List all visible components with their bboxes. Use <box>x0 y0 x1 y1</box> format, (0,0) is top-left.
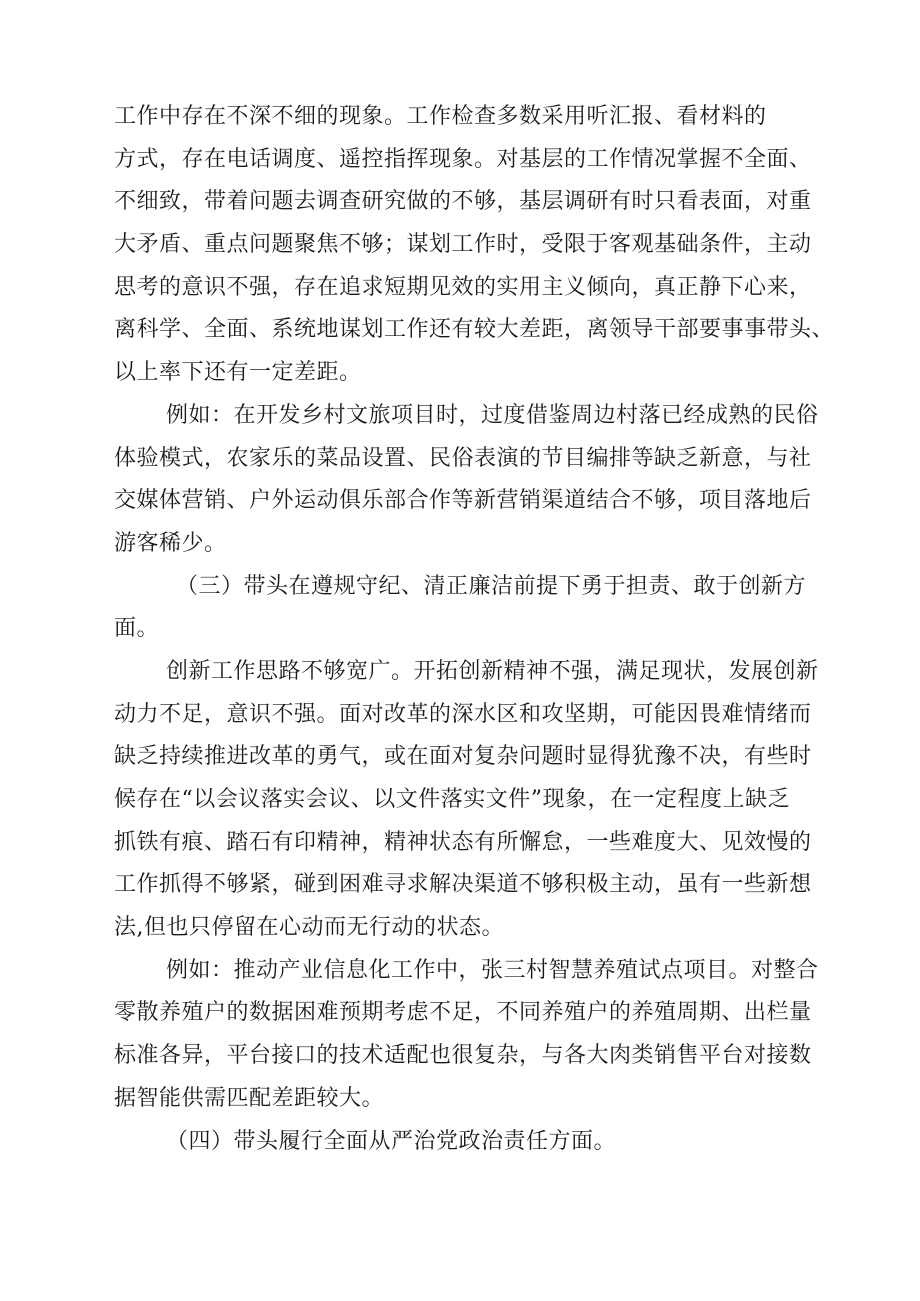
body-line: 工作中存在不深不细的现象。工作检查多数采用听汇报、看材料的 <box>114 104 767 129</box>
body-line: 零散养殖户的数据困难预期考虑不足，不同养殖户的养殖周期、出栏量 <box>114 1000 812 1026</box>
paragraph-first-line: 创新工作思路不够宽广。开拓创新精神不强，满足现状，发展创新 <box>166 658 819 684</box>
body-line: 抓铁有痕、踏石有印精神，精神状态有所懈怠，一些难度大、见效慢的 <box>114 829 812 855</box>
body-line: 动力不足，意识不强。面对改革的深水区和攻坚期，可能因畏难情绪而 <box>114 701 812 727</box>
section-heading-4: （四）带头履行全面从严治党政治责任方面。 <box>166 1128 617 1154</box>
body-line: 以上率下还有一定差距。 <box>114 360 362 386</box>
body-line: 方式，存在电话调度、遥控指挥现象。对基层的工作情况掌握不全面、 <box>114 146 812 172</box>
body-line: 思考的意识不强，存在追求短期见效的实用主义倾向，真正静下心来， <box>114 274 812 300</box>
body-line: 缺乏持续推进改革的勇气，或在面对复杂问题时显得犹豫不决，有些时 <box>114 744 812 770</box>
document-body <box>114 96 854 1163</box>
body-line: 不细致，带着问题去调查研究做的不够，基层调研有时只看表面，对重 <box>114 189 812 215</box>
body-line: 候存在“以会议落实会议、以文件落实文件”现象，在一定程度上缺乏 <box>114 787 790 812</box>
body-line: 交媒体营销、户外运动俱乐部合作等新营销渠道结合不够，项目落地后 <box>114 488 812 514</box>
paragraph-first-line: 例如：在开发乡村文旅项目时，过度借鉴周边村落已经成熟的民俗 <box>166 402 819 428</box>
body-line: 据智能供需匹配差距较大。 <box>114 1085 385 1111</box>
body-line: 标准各异，平台接口的技术适配也很复杂，与各大肉类销售平台对接数 <box>114 1043 812 1069</box>
body-line: 大矛盾、重点问题聚焦不够；谋划工作时，受限于客观基础条件，主动 <box>114 232 812 258</box>
body-line: 体验模式，农家乐的菜品设置、民俗表演的节目编排等缺乏新意，与社 <box>114 445 812 471</box>
body-line: 法,但也只停留在心动而无行动的状态。 <box>114 915 504 941</box>
paragraph-first-line: 例如：推动产业信息化工作中，张三村智慧养殖试点项目。对整合 <box>166 957 819 983</box>
body-line: 游客稀少。 <box>114 530 227 556</box>
section-heading-3-continued: 面。 <box>114 616 160 642</box>
body-line: 工作抓得不够紧，碰到困难寻求解决渠道不够积极主动，虽有一些新想 <box>114 872 812 898</box>
section-heading-3: （三）带头在遵规守纪、清正廉洁前提下勇于担责、敢于创新方 <box>176 573 807 599</box>
body-line: 离科学、全面、系统地谋划工作还有较大差距，离领导干部要事事带头、 <box>114 317 835 343</box>
